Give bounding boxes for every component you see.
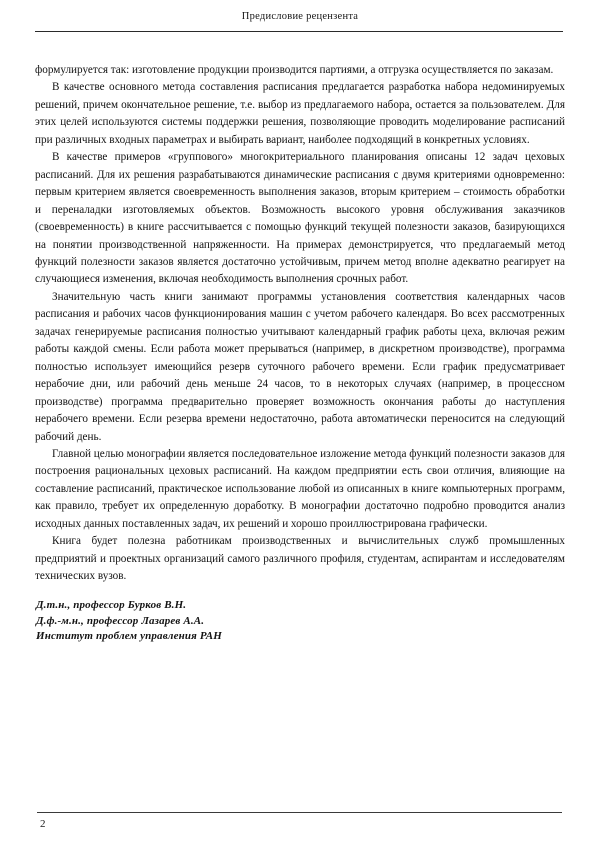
footer-divider xyxy=(37,812,562,813)
page-header xyxy=(0,0,600,40)
paragraph: В качестве примеров «группового» многокритериального планирования описаны 12 задач цеховых расписаний. Для их решения разрабатываются динамические расписания с двумя критериями одновременно: первым критерием является своевременность выполнения заказов, вторым критерием – стоимость обработки и переналадки изготовляемых объектов. Возможность высокого уровня обслуживания заказчиков (своевременность) в книге рассчитывается с помощью функций текущей полезности заказов, базирующихся на понятии производственной напряженности. На примерах демонстрируется, что предлагаемый метод функций полезности заказов является достаточно устойчивым, причем метод вполне адекватно реагирует на случающиеся изменения, включая необходимость выполнения срочных работ. xyxy=(35,151,565,286)
body-text xyxy=(35,62,565,586)
paragraph: Значительную часть книги занимают программы установления соответствия календарных часов расписания и рабочих часов функционирования машин с учетом рабочего календаря. Во всех рассмотренных задачах генерируемые расписания полностью учитывают календарный график работы цеха, включая режим работы каждой смены. Если работа может прерываться (например, в дискретном производстве), программа полностью использует имеющийся резерв суточного рабочего времени. Если график предусматривает нерабочие дни, или рабочий день меньше 24 часов, то в некоторых случаях (например, в процессном производстве) программа предварительно проверяет возможность окончания работы до наступления нерабочего времени. Если резерва времени недостаточно, работа автоматически переносится на следующий рабочий день. xyxy=(35,290,565,443)
signature-line-author-1: Д.т.н., профессор Бурков В.Н. xyxy=(36,599,187,611)
paragraph: В качестве основного метода составления расписания предлагается разработка набора недоминируемых решений, причем окончательное решение, т.е. выбор из предлагаемого набора, остается за пользователем. Для этих целей используются системы поддержки решения, позволяющие проводить моделирование расписаний при различных входных параметрах и выбирать вариант, наиболее подходящий в конкретных условиях. xyxy=(35,81,565,146)
paragraph: Главной целью монографии является последовательное изложение метода функций полезности заказов для построения рациональных цеховых расписаний. На каждом предприятии есть свои отличия, влияющие на составление расписаний, практическое использование любой из описанных в книге компьютерных программ, как правило, требует их определенную доработку. В монографии достаточно подробно проводится анализ исходных данных поставленных задач, их решений и хорошо проиллюстрирована графически. xyxy=(35,447,565,530)
running-head: Предисловие рецензента xyxy=(241,11,359,22)
paragraph: Книга будет полезна работникам производственных и вычислительных служб промышленных предприятий и проектных организаций самого различного профиля, студентам, аспирантам и исследователям технических вузов. xyxy=(35,535,565,583)
header-divider xyxy=(35,31,563,32)
page-number: 2 xyxy=(40,818,46,830)
signature-line-affiliation: Институт проблем управления РАН xyxy=(36,630,222,643)
signature-block xyxy=(36,598,436,645)
paragraph: формулируется так: изготовление продукции производится партиями, а отгрузка осуществляется по заказам. xyxy=(35,64,554,76)
signature-line-author-2: Д.ф.-м.н., профессор Лазарев А.А. xyxy=(36,614,205,627)
